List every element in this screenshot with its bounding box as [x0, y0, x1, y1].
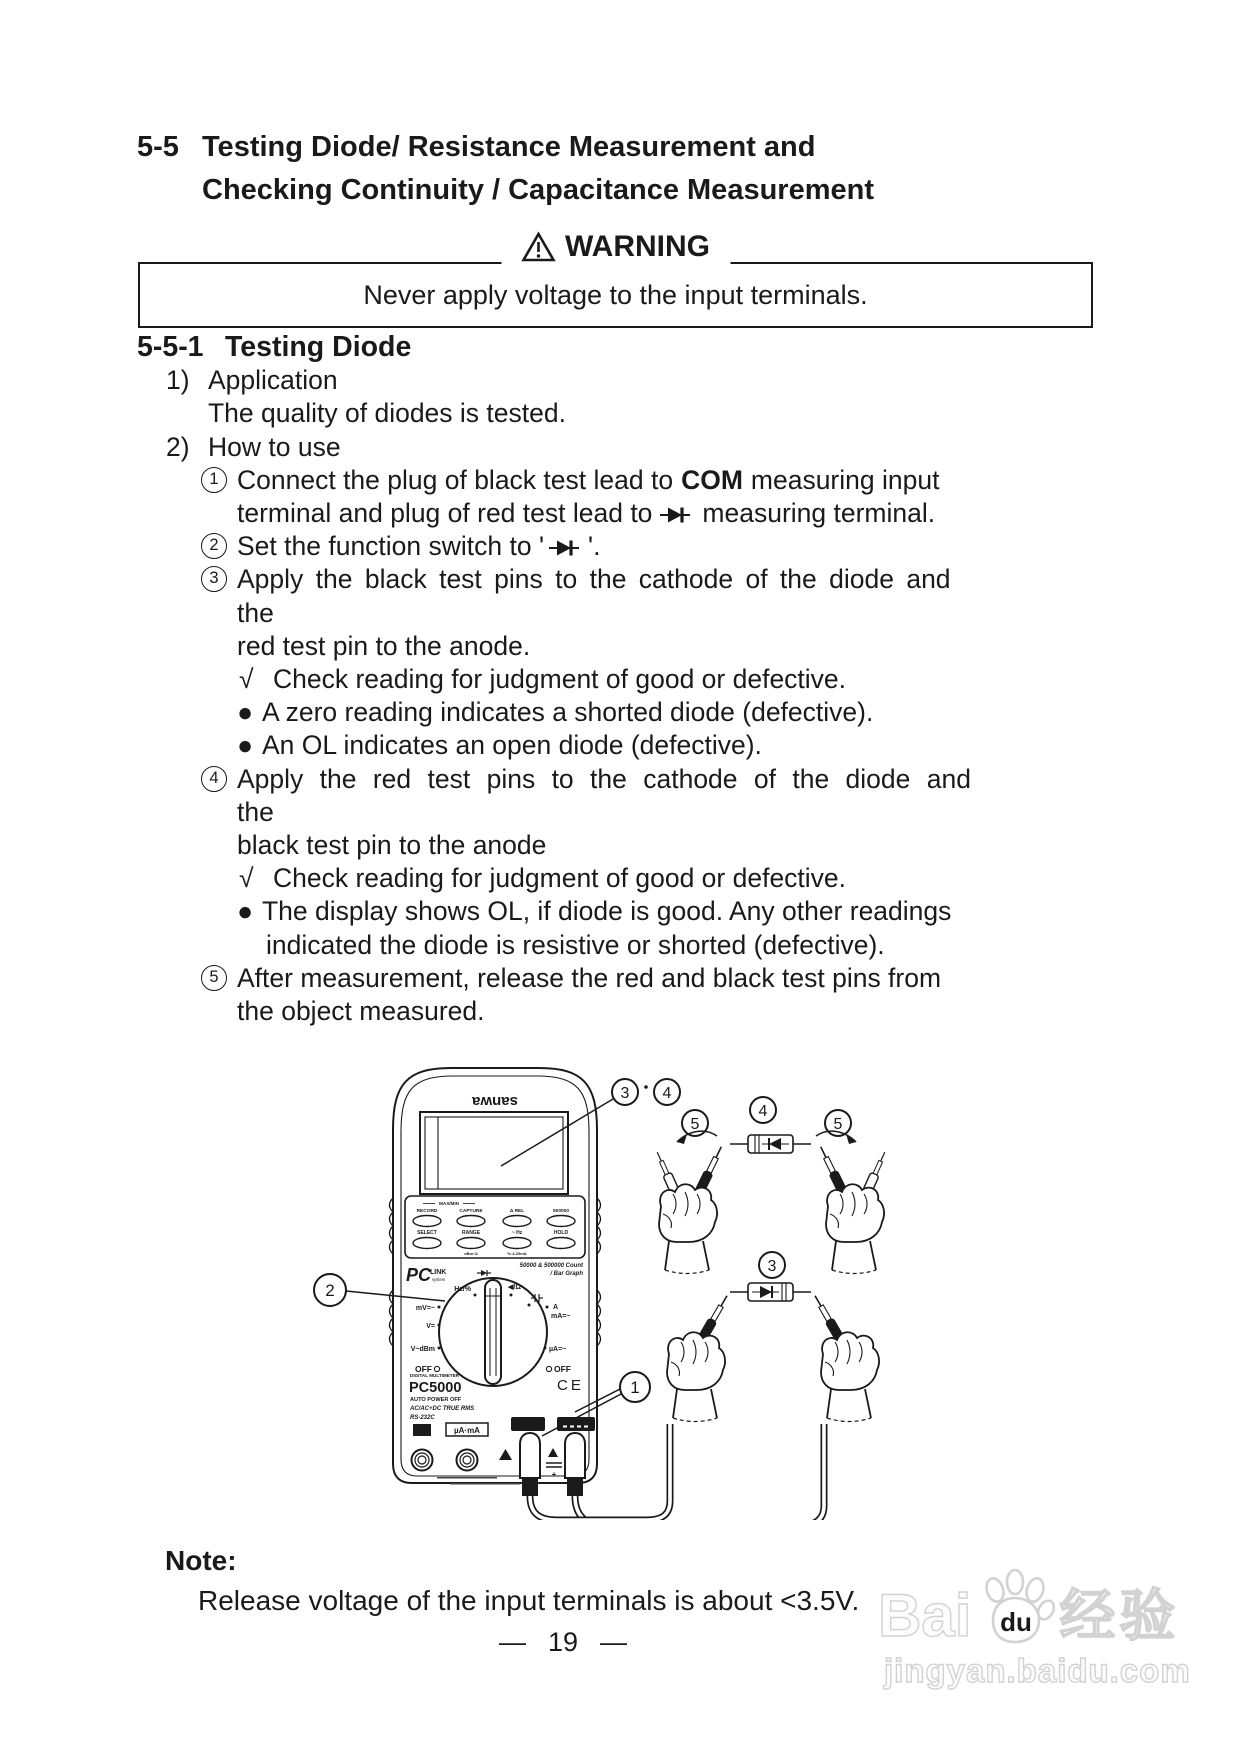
svg-text:4: 4	[758, 1103, 768, 1120]
select-button	[413, 1238, 441, 1249]
section-title-line1: Testing Diode/ Resistance Measurement and	[202, 131, 816, 163]
count-spec-line1: 50000 & 500000 Count	[519, 1263, 583, 1269]
subsection-number: 5-5-1	[137, 331, 204, 363]
red-test-plug-v	[565, 1433, 585, 1496]
svg-text:V dBm mV Hz: V dBm mV Hz	[562, 1419, 590, 1425]
page-number: — 19 —	[498, 1627, 628, 1657]
right-hand	[821, 1332, 879, 1421]
svg-text:+: +	[551, 1470, 557, 1479]
black-test-plug-com	[520, 1433, 540, 1496]
note-text: Release voltage of the input terminals is about <3.5V.	[198, 1585, 860, 1616]
watermark-jingyan-cn: 经验	[1059, 1584, 1180, 1647]
count-button	[547, 1216, 575, 1227]
step-1-number: 1	[201, 467, 227, 493]
diode-under-test	[730, 1135, 811, 1153]
step-5-line2: the object measured.	[237, 996, 485, 1027]
warning-text: Never apply voltage to the input terminals.	[363, 280, 868, 310]
diode-under-test	[730, 1283, 811, 1301]
dial-label-ma: mA=~	[551, 1313, 571, 1320]
section-title-line2: Checking Continuity / Capacitance Measurement	[202, 174, 874, 206]
svg-text:DIGITAL MULTIMETER: DIGITAL MULTIMETER	[410, 1373, 459, 1378]
left-hand	[659, 1184, 717, 1273]
svg-text:AC/AC+DC TRUE RMS: AC/AC+DC TRUE RMS	[410, 1406, 475, 1412]
svg-text:5: 5	[690, 1116, 700, 1133]
dial-label-a: A	[553, 1304, 559, 1311]
right-hand	[826, 1184, 884, 1273]
bullet-mark: ●	[237, 730, 254, 761]
range-button	[457, 1238, 485, 1249]
svg-text:PC: PC	[406, 1265, 432, 1285]
capture-button	[457, 1216, 485, 1227]
dial-label-ohm: ◀/Ω	[508, 1284, 521, 1291]
warning-heading	[501, 228, 730, 266]
dial-label-off-right: OFF	[554, 1364, 571, 1374]
step-5-number: 5	[201, 965, 227, 991]
svg-text:2: 2	[325, 1281, 335, 1300]
check-mark: √	[239, 664, 254, 695]
hz-sub-label: %·4-20mA	[507, 1251, 527, 1256]
warning-title: WARNING	[565, 230, 710, 263]
svg-text:COM: COM	[517, 1420, 539, 1430]
capture-button-label: CAPTURE	[459, 1209, 483, 1214]
baidu-paw-icon	[973, 1568, 1057, 1652]
check-mark: √	[239, 863, 254, 894]
subsection-title: Testing Diode	[225, 331, 412, 363]
watermark-du: du	[1000, 1607, 1033, 1637]
step-1-line2: terminal and plug of red test lead to measuring terminal.	[237, 498, 936, 529]
rel-button-label: Δ REL	[509, 1209, 525, 1214]
list-item: 2) How to use	[166, 431, 341, 462]
step-4-check: √ Check reading for judgment of good or defective.	[137, 862, 993, 895]
record-button	[413, 1216, 441, 1227]
multimeter-diagram	[305, 960, 1060, 1520]
bullet-mark: ●	[237, 697, 254, 728]
step-3-bullet2: ● An OL indicates an open diode (defective).	[137, 729, 993, 762]
record-button-label: RECORD	[416, 1209, 438, 1214]
measure-scene	[667, 1252, 879, 1422]
dial-label-ua: µA=~	[549, 1346, 567, 1353]
diode-symbol-icon	[548, 538, 584, 558]
dial-label-vdbm: V~dBm	[410, 1346, 435, 1353]
dial-label-v: V=	[426, 1323, 435, 1330]
svg-text:µA·mA: µA·mA	[454, 1426, 480, 1435]
svg-text:AUTO POWER OFF: AUTO POWER OFF	[410, 1397, 462, 1403]
list-item-body: The quality of diodes is tested.	[208, 398, 566, 429]
section-body	[137, 331, 993, 1028]
svg-text:5: 5	[833, 1116, 843, 1133]
rel-button	[503, 1216, 531, 1227]
diode-symbol-icon	[659, 505, 695, 525]
dial-label-hz: Hz/%	[454, 1286, 471, 1293]
baidu-watermark	[878, 1568, 1249, 1690]
ce-mark: CE	[557, 1377, 584, 1394]
step-5-line1: 5 After measurement, release the red and black test pins from	[137, 962, 993, 995]
step-3-check: √ Check reading for judgment of good or defective.	[137, 663, 993, 696]
step-4-line1: 4 Apply the red test pins to the cathode of the diode and the	[137, 763, 993, 829]
count-spec-line2: / Bar Graph	[550, 1271, 583, 1277]
hold-button-label: HOLD	[553, 1230, 569, 1236]
brand-logo: sanwa	[472, 1093, 518, 1110]
hz-button	[503, 1238, 531, 1249]
count-button-label: 500000	[552, 1209, 570, 1214]
step-4-bullet1-cont: indicated the diode is resistive or shorted (defective).	[266, 929, 885, 960]
section-title	[137, 126, 874, 212]
section-number: 5-5	[137, 131, 179, 163]
step-2-line: 2 Set the function switch to ' '.	[137, 530, 993, 563]
hz-button-label: ~ Hz	[511, 1230, 523, 1236]
step-3-number: 3	[201, 566, 227, 592]
step-3-line2: red test pin to the anode.	[237, 630, 531, 661]
select-button-label: SELECT	[417, 1230, 437, 1236]
warning-box	[138, 230, 1093, 328]
svg-text:4: 4	[662, 1085, 672, 1102]
svg-text:system: system	[432, 1277, 446, 1282]
left-hand	[667, 1332, 725, 1421]
callout-3-4	[612, 1079, 680, 1105]
dial-label-off-left: OFF	[415, 1364, 432, 1374]
step-4-bullet1: ● The display shows OL, if diode is good. Any other readings	[137, 895, 993, 928]
dial-label-mv: mV=~	[415, 1305, 435, 1312]
range-button-label: RANGE	[461, 1230, 481, 1236]
watermark-bai: Bai	[878, 1582, 972, 1649]
maxmin-label: MAX/MIN	[439, 1201, 459, 1206]
page-number-value: 19	[547, 1627, 579, 1657]
hold-button	[547, 1238, 575, 1249]
release-scene	[653, 1097, 889, 1274]
warning-triangle-icon	[521, 231, 555, 263]
com-label: COM	[681, 464, 743, 495]
bullet-mark: ●	[237, 896, 254, 927]
svg-text:LINK: LINK	[430, 1269, 447, 1276]
svg-text:3: 3	[620, 1085, 630, 1102]
step-3-bullet1: ● A zero reading indicates a shorted diode (defective).	[137, 696, 993, 729]
subsection-heading	[137, 331, 993, 364]
svg-text:1: 1	[630, 1378, 640, 1397]
step-3-line1: 3 Apply the black test pins to the cathode of the diode and the	[137, 563, 993, 629]
svg-text:3: 3	[767, 1258, 777, 1275]
step-1-line1: 1 Connect the plug of black test lead to COM measuring input	[137, 464, 993, 497]
step-4-number: 4	[201, 766, 227, 792]
svg-text:A: A	[418, 1425, 426, 1436]
step-2-number: 2	[201, 533, 227, 559]
list-item: 1) Application	[166, 365, 338, 396]
watermark-url: jingyan.baidu.com	[884, 1652, 1191, 1689]
svg-text:RS-232C: RS-232C	[410, 1415, 435, 1421]
range-sub-label: dBm·Ω	[464, 1251, 478, 1256]
note-label: Note:	[165, 1545, 237, 1576]
model-name: PC5000	[409, 1380, 462, 1396]
step-4-line2: black test pin to the anode	[237, 830, 547, 861]
